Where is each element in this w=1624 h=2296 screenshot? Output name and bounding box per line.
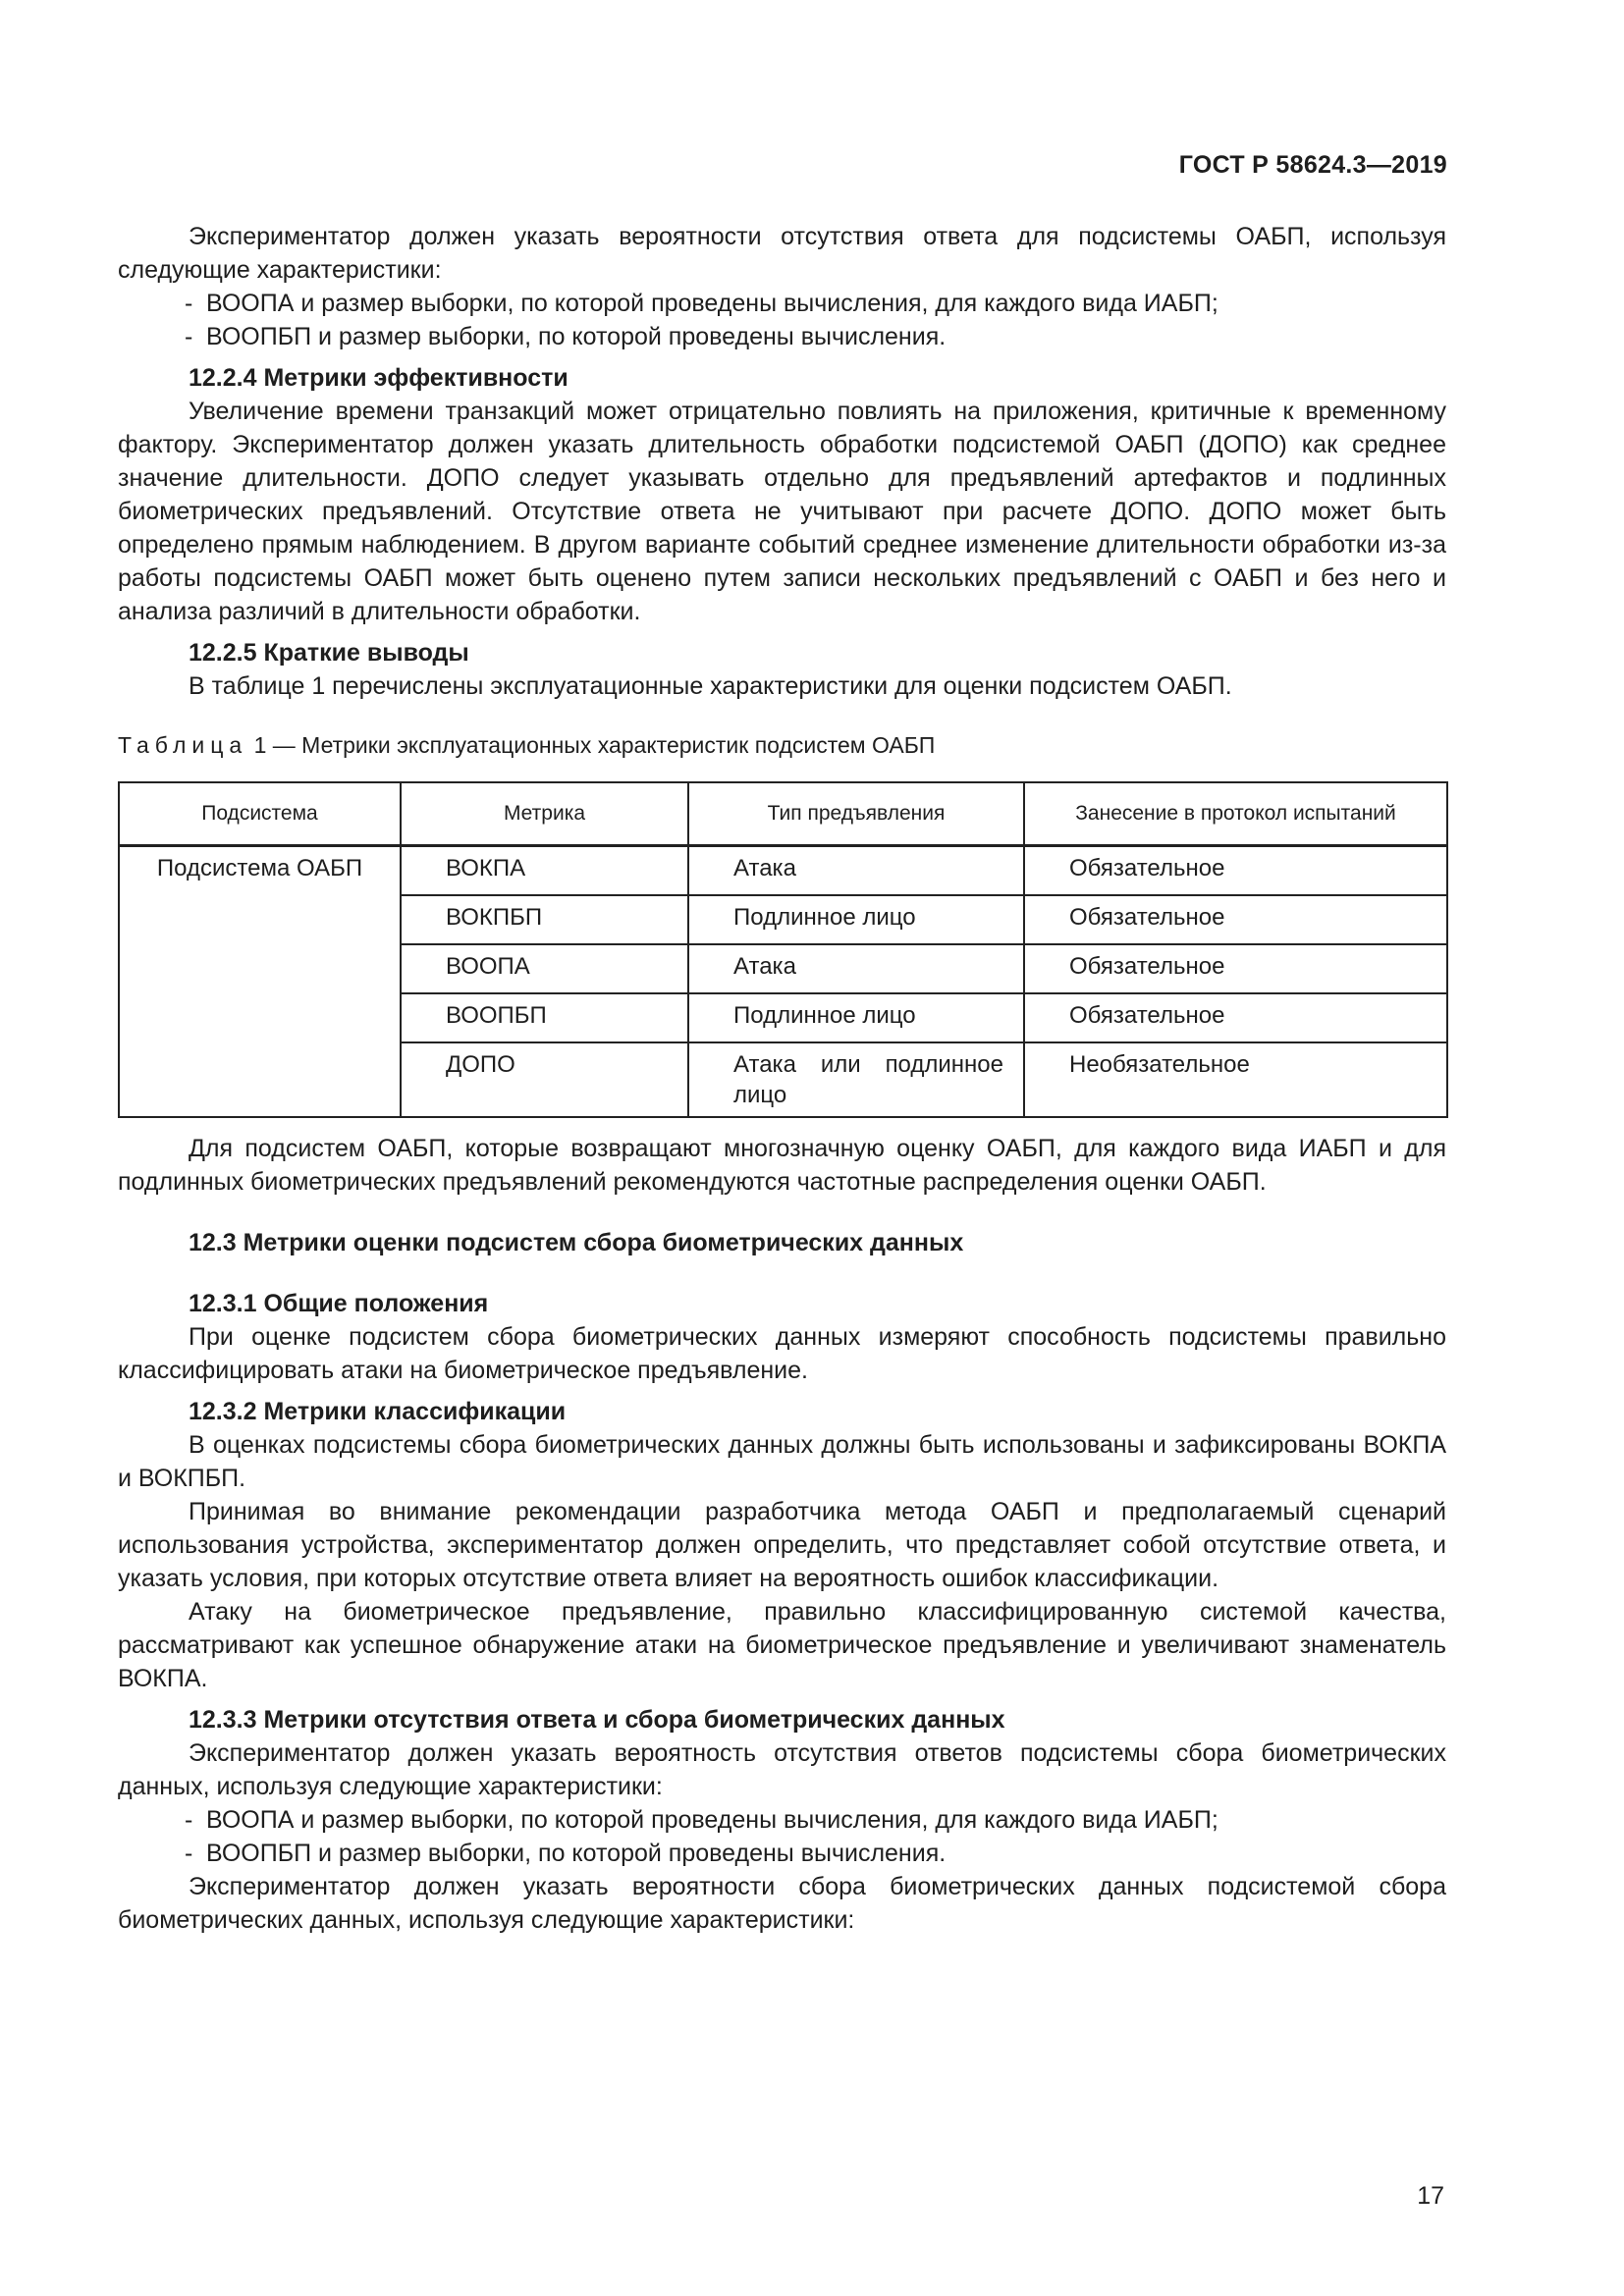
record-cell: Обязательное — [1024, 895, 1447, 944]
paragraph: В таблице 1 перечислены эксплуатационные характеристики для оценки подсистем ОАБП. — [189, 672, 1232, 700]
list-item: - ВООПБП и размер выборки, по которой проведены вычисления. — [185, 1840, 947, 1867]
record-cell: Обязательное — [1024, 993, 1447, 1042]
table-header-row — [119, 782, 1447, 846]
section-heading: 12.3.1 Общие положения — [189, 1290, 489, 1317]
type-cell: Подлинное лицо — [688, 993, 1024, 1042]
paragraph: Экспериментатор должен указать вероятности отсутствия ответа для подсистемы ОАБП, используя следующие характеристики: — [118, 223, 1446, 284]
column-header: Метрика — [401, 782, 688, 846]
section-heading: 12.3.3 Метрики отсутствия ответа и сбора биометрических данных — [189, 1706, 1005, 1734]
record-cell: Необязательное — [1024, 1042, 1447, 1117]
list-item: - ВООПА и размер выборки, по которой проведены вычисления, для каждого вида ИАБП; — [185, 290, 1218, 317]
record-cell: Обязательное — [1024, 846, 1447, 896]
type-cell: Атака — [688, 944, 1024, 993]
metric-cell: ВОКПБП — [401, 895, 688, 944]
page-number: 17 — [1417, 2182, 1444, 2210]
document-body — [118, 220, 1446, 1937]
type-cell: Атака или подлинное лицо — [688, 1042, 1024, 1117]
metric-cell: ВООПА — [401, 944, 688, 993]
section-heading: 12.2.5 Краткие выводы — [189, 639, 469, 667]
paragraph: Атаку на биометрическое предъявление, правильно классифицированную системой качества, рассматривают как успешное обнаружение атаки на биометрическое предъявление и увеличивают знаменатель ВОКПА. — [118, 1598, 1446, 1692]
list-item: - ВООПА и размер выборки, по которой проведены вычисления, для каждого вида ИАБП; — [185, 1806, 1218, 1834]
paragraph: Для подсистем ОАБП, которые возвращают многозначную оценку ОАБП, для каждого вида ИАБП и для подлинных биометрических предъявлений рекомендуются частотные распределения оценки ОАБП. — [118, 1135, 1446, 1196]
type-cell: Атака — [688, 846, 1024, 896]
section-heading: 12.3.2 Метрики классификации — [189, 1398, 567, 1425]
metric-cell: ВООПБП — [401, 993, 688, 1042]
metric-cell: ВОКПА — [401, 846, 688, 896]
metric-cell: ДОПО — [401, 1042, 688, 1117]
type-cell: Подлинное лицо — [688, 895, 1024, 944]
section-heading: 12.3 Метрики оценки подсистем сбора биометрических данных — [189, 1229, 964, 1256]
column-header: Занесение в протокол испытаний — [1024, 782, 1447, 846]
metrics-table — [118, 781, 1448, 1118]
list-item: - ВООПБП и размер выборки, по которой проведены вычисления. — [185, 323, 947, 350]
paragraph: Экспериментатор должен указать вероятности сбора биометрических данных подсистемой сбора биометрических данных, используя следующие характеристики: — [118, 1873, 1446, 1934]
column-header: Тип предъявления — [688, 782, 1024, 846]
document-header: ГОСТ Р 58624.3—2019 — [1178, 151, 1447, 179]
table-row — [119, 846, 1447, 896]
section-heading: 12.2.4 Метрики эффективности — [189, 364, 568, 392]
paragraph: При оценке подсистем сбора биометрических данных измеряют способность подсистемы правильно классифицировать атаки на биометрическое предъявление. — [118, 1323, 1446, 1384]
table-caption: Таблица 1 — Метрики эксплуатационных характеристик подсистем ОАБП — [118, 732, 936, 758]
paragraph: В оценках подсистемы сбора биометрических данных должны быть использованы и зафиксированы ВОКПА и ВОКПБП. — [118, 1431, 1446, 1492]
column-header: Подсистема — [119, 782, 401, 846]
paragraph: Принимая во внимание рекомендации разработчика метода ОАБП и предполагаемый сценарий использования устройства, экспериментатор должен определить, что представляет собой отсутствие ответа, и указать условия, при которых отсутствие ответа влияет на вероятность ошибок классификации. — [118, 1498, 1446, 1592]
paragraph: Экспериментатор должен указать вероятность отсутствия ответов подсистемы сбора биометрических данных, используя следующие характеристики: — [118, 1739, 1446, 1800]
record-cell: Обязательное — [1024, 944, 1447, 993]
subsystem-cell: Подсистема ОАБП — [119, 846, 401, 1118]
paragraph: Увеличение времени транзакций может отрицательно повлиять на приложения, критичные к временному фактору. Экспериментатор должен указать длительность обработки подсистемой ОАБП (ДОПО) как среднее значение длительности. ДОПО следует указывать отдельно для предъявлений артефактов и подлинных биометрических предъявлений. Отсутствие ответа не учитывают при расчете ДОПО. ДОПО может быть определено прямым наблюдением. В другом варианте событий среднее изменение длительности обработки из-за работы подсистемы ОАБП может быть оценено путем записи нескольких предъявлений с ОАБП и без него и анализа различий в длительности обработки. — [118, 398, 1446, 625]
